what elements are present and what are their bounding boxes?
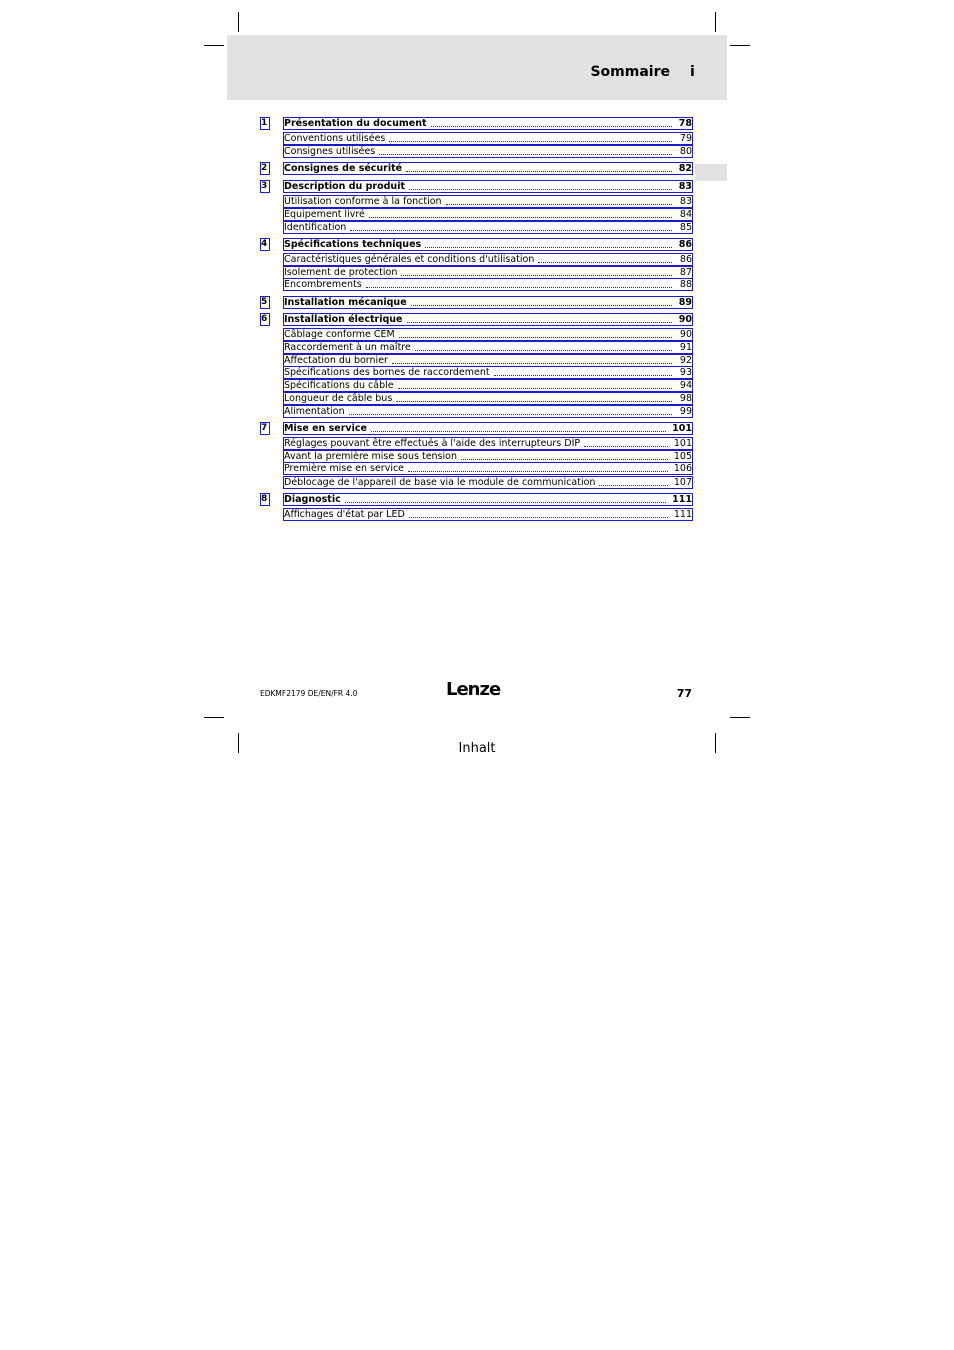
toc-chapter-row [260,162,694,175]
toc-chapter-number-link[interactable]: 5 [260,296,270,309]
side-tab [695,164,727,181]
toc-chapter-number-link[interactable]: 6 [260,313,270,326]
toc-section-row [260,145,694,158]
dot-leader [599,479,667,486]
toc-entry-page: 93 [679,366,692,378]
crop-mark [204,717,224,718]
toc-entry-link[interactable] [283,180,693,193]
toc-entry-link[interactable] [283,405,693,418]
dot-leader [431,120,672,127]
dot-leader [401,269,672,276]
toc-section-row [260,392,694,405]
toc-entry-page: 86 [678,238,692,250]
toc-entry-page: 85 [679,221,692,233]
toc-entry-link[interactable] [283,328,693,341]
caption: Inhalt [458,741,496,756]
toc-chapter-row [260,296,694,309]
toc-entry-page: 88 [679,278,692,290]
toc-chapter-row [260,493,694,506]
toc-entry-page: 106 [673,462,692,474]
toc-entry-link[interactable] [283,132,693,145]
toc-entry-title: Isolement de protection [284,266,398,278]
dot-leader [584,440,668,447]
toc-entry-title: Consignes utilisées [284,145,376,157]
toc-section-row [260,328,694,341]
page-number: 77 [676,687,692,700]
dot-leader [407,316,673,323]
toc-entry-page: 89 [678,296,692,308]
toc-entry-link[interactable] [283,422,693,435]
toc-entry-title: Spécifications techniques [284,238,422,250]
toc-section-row [260,508,694,521]
toc-entry-title: Alimentation [284,405,345,417]
lenze-logo: Lenze [446,679,501,700]
toc-entry-title: Installation électrique [284,313,403,325]
toc-chapter-row [260,313,694,326]
toc-entry-page: 99 [679,405,692,417]
dot-leader [461,453,668,460]
toc-entry-link[interactable] [283,379,693,392]
dot-leader [415,344,672,351]
dot-leader [396,395,672,402]
toc-entry-title: Affectation du bornier [284,354,388,366]
crop-mark [730,45,750,46]
toc-chapter-number-link[interactable]: 2 [260,162,270,175]
dot-leader [369,211,672,218]
toc-entry-link[interactable] [283,392,693,405]
dot-leader [345,496,666,503]
page-title: Sommaire [590,64,670,80]
toc-entry-page: 80 [679,145,692,157]
toc-entry-title: Diagnostic [284,493,341,505]
crop-mark [730,717,750,718]
toc-entry-link[interactable] [283,462,693,475]
toc-entry-title: Déblocage de l'appareil de base via le module de communication [284,476,596,488]
dot-leader [349,408,672,415]
toc-entry-title: Affichages d'état par LED [284,508,405,520]
toc-entry-title: Câblage conforme CEM [284,328,395,340]
toc-entry-link[interactable] [283,366,693,379]
dot-leader [366,281,672,288]
document-reference: EDKMF2179 DE/EN/FR 4.0 [260,689,358,698]
toc-entry-link[interactable] [283,195,693,208]
dot-leader [446,198,672,205]
toc-entry-link[interactable] [283,162,693,175]
toc-section-row [260,132,694,145]
crop-mark [715,733,716,753]
toc-entry-page: 101 [673,437,692,449]
toc-entry-link[interactable] [283,476,693,489]
dot-leader [406,165,672,172]
toc-entry-title: Spécifications des bornes de raccordement [284,366,490,378]
toc-chapter-number-link[interactable]: 3 [260,180,270,193]
toc-section-row [260,462,694,475]
toc-entry-page: 83 [678,180,692,192]
toc-entry-page: 90 [678,313,692,325]
toc-entry-title: Conventions utilisées [284,132,386,144]
toc-section-row [260,405,694,418]
toc-entry-title: Avant la première mise sous tension [284,450,457,462]
toc-entry-link[interactable] [283,313,693,326]
toc-entry-title: Equipement livré [284,208,365,220]
toc-entry-title: Encombrements [284,278,362,290]
toc-entry-title: Mise en service [284,422,367,434]
dot-leader [392,357,672,364]
toc-section-row [260,208,694,221]
toc-entry-page: 107 [673,476,692,488]
toc-section-row [260,341,694,354]
dot-leader [409,183,672,190]
toc-entry-page: 84 [679,208,692,220]
toc-entry-title: Consignes de sécurité [284,162,403,174]
toc-entry-link[interactable] [283,437,693,450]
toc-chapter-number-link[interactable]: 8 [260,493,270,506]
crop-mark [238,733,239,753]
dot-leader [389,135,672,142]
toc-chapter-number-link[interactable]: 4 [260,238,270,251]
toc-entry-page: 78 [678,117,692,129]
dot-leader [371,425,666,432]
dot-leader [408,465,668,472]
toc-entry-page: 94 [679,379,692,391]
toc-chapter-row [260,117,694,130]
dot-leader [425,241,672,248]
toc-entry-title: Raccordement à un maître [284,341,411,353]
toc-entry-link[interactable] [283,238,693,251]
toc-section-row [260,476,694,489]
toc-section-row [260,195,694,208]
toc-entry-title: Spécifications du câble [284,379,394,391]
section-letter: i [690,64,695,80]
dot-leader [409,511,668,518]
toc-entry-link[interactable] [283,221,693,234]
toc-entry-link[interactable] [283,296,693,309]
toc-entry-title: Identification [284,221,347,233]
dot-leader [399,331,672,338]
dot-leader [398,382,672,389]
toc-entry-page: 91 [679,341,692,353]
crop-mark [204,45,224,46]
toc-entry-link[interactable] [283,145,693,158]
dot-leader [411,299,672,306]
toc-section-row [260,221,694,234]
dot-leader [379,148,672,155]
toc-section-row [260,253,694,266]
toc-chapter-row [260,238,694,251]
toc-entry-title: Longueur de câble bus [284,392,393,404]
toc-section-row [260,278,694,291]
toc-chapter-row [260,422,694,435]
toc-entry-link[interactable] [283,253,693,266]
toc-entry-page: 83 [679,195,692,207]
toc-entry-title: Description du produit [284,180,405,192]
toc-section-row [260,437,694,450]
toc-entry-page: 86 [679,253,692,265]
toc-entry-page: 92 [679,354,692,366]
crop-mark [715,12,716,32]
toc-entry-title: Réglages pouvant être effectués à l'aide des interrupteurs DIP [284,437,581,449]
dot-leader [494,369,672,376]
dot-leader [350,224,672,231]
toc-entry-page: 98 [679,392,692,404]
toc-entry-title: Première mise en service [284,462,405,474]
toc-chapter-number-link[interactable]: 1 [260,117,270,130]
toc-entry-link[interactable] [283,208,693,221]
toc-entry-title: Installation mécanique [284,296,407,308]
toc-entry-link[interactable] [283,508,693,521]
toc-entry-title: Présentation du document [284,117,427,129]
toc-section-row [260,379,694,392]
toc-entry-title: Caractéristiques générales et conditions d'utilisation [284,253,535,265]
toc-entry-link[interactable] [283,117,693,130]
toc-chapter-row [260,180,694,193]
toc-entry-page: 82 [678,162,692,174]
toc-entry-page: 79 [679,132,692,144]
toc-chapter-number-link[interactable]: 7 [260,422,270,435]
toc-entry-link[interactable] [283,278,693,291]
toc-entry-page: 111 [673,508,692,520]
toc-entry-page: 101 [672,422,692,434]
dot-leader [538,256,672,263]
toc-entry-link[interactable] [283,341,693,354]
toc-section-row [260,366,694,379]
toc-entry-page: 87 [679,266,692,278]
toc-entry-title: Utilisation conforme à la fonction [284,195,442,207]
toc-entry-page: 90 [679,328,692,340]
toc-entry-page: 111 [672,493,692,505]
crop-mark [238,12,239,32]
toc-entry-page: 105 [673,450,692,462]
toc-entry-link[interactable] [283,493,693,506]
